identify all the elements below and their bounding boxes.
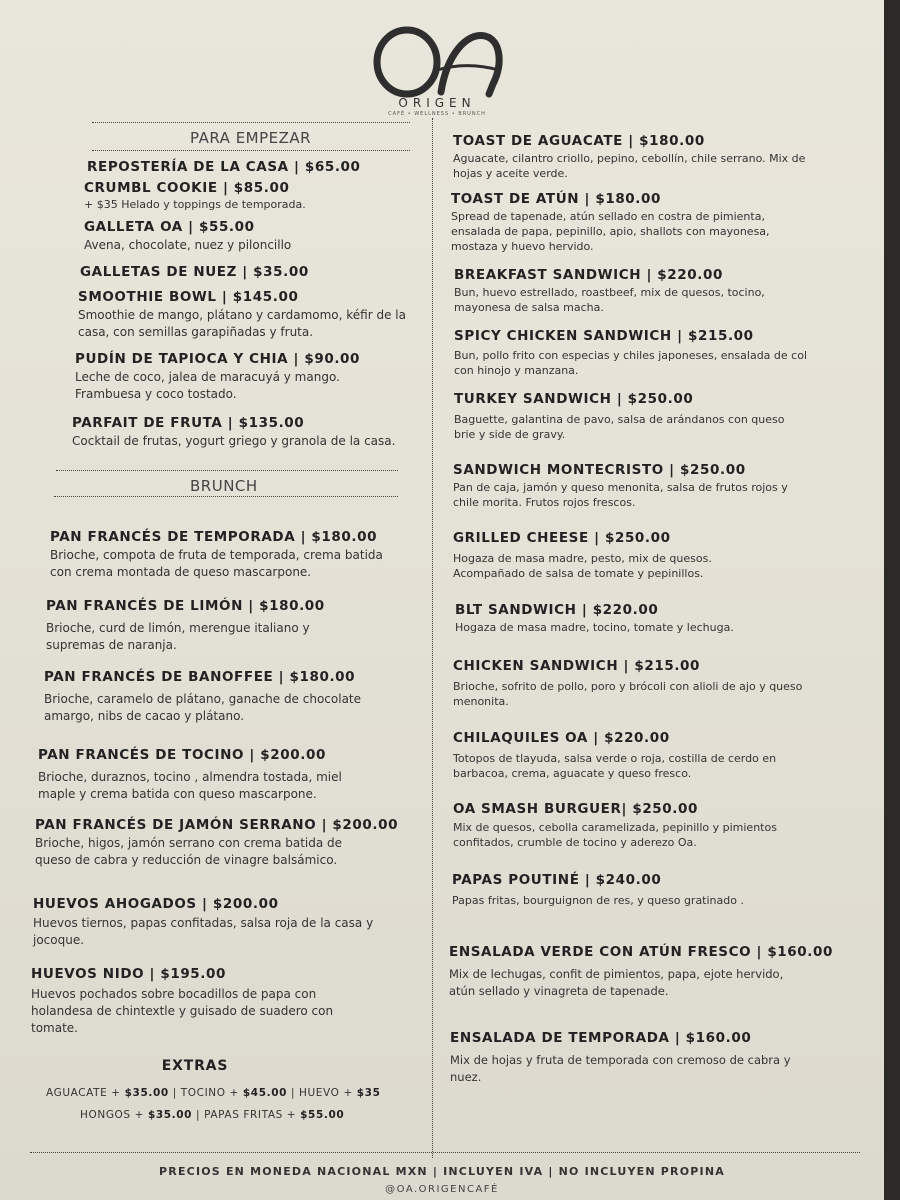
menu-item-description: Baguette, galantina de pavo, salsa de arándanos con queso brie y side de gravy. — [454, 413, 785, 441]
menu-item-description: Huevos pochados sobre bocadillos de papa con holandesa de chintextle y guisado de suadero con tomate. — [31, 987, 334, 1035]
menu-item — [78, 289, 408, 341]
section-heading-extras: EXTRAS — [161, 1058, 229, 1074]
menu-item-description: Smoothie de mango, plátano y cardamomo, kéfir de la casa, con semillas garapiñadas y fruta. — [78, 308, 406, 339]
extras-price: $35 — [356, 1087, 381, 1099]
menu-item-title: HUEVOS AHOGADOS | $200.00 — [33, 896, 279, 912]
menu-item — [84, 180, 464, 213]
divider — [54, 496, 398, 497]
menu-item — [450, 1030, 810, 1086]
menu-item — [453, 801, 818, 850]
menu-item — [46, 598, 356, 654]
footer-note: PRECIOS EN MONEDA NACIONAL MXN | INCLUYEN IVA | NO INCLUYEN PROPINA — [159, 1165, 725, 1178]
menu-item-title: PAN FRANCÉS DE TEMPORADA | $180.00 — [50, 529, 378, 545]
menu-item-description: Mix de lechugas, confit de pimientos, papa, ejote hervido, atún sellado y vinagreta de tapenade. — [449, 967, 784, 998]
menu-item — [453, 658, 818, 709]
menu-item — [453, 462, 798, 510]
extras-label: | HUEVO + — [287, 1087, 357, 1099]
menu-item — [35, 817, 399, 869]
menu-item — [452, 872, 752, 908]
menu-item-description: Bun, huevo estrellado, roastbeef, mix de quesos, tocino, mayonesa de salsa macha. — [454, 286, 765, 314]
menu-item-description: Hogaza de masa madre, pesto, mix de quesos. Acompañado de salsa de tomate y pepinillos. — [453, 552, 712, 580]
menu-item — [87, 159, 467, 175]
social-handle: @OA.ORIGENCAFÉ — [385, 1184, 499, 1195]
brand-logo — [362, 24, 512, 124]
menu-item-title: TOAST DE ATÚN | $180.00 — [451, 191, 662, 207]
menu-item-description: Bun, pollo frito con especias y chiles japoneses, ensalada de col con hinojo y manzana. — [454, 349, 808, 377]
menu-item-description: Brioche, caramelo de plátano, ganache de chocolate amargo, nibs de cacao y plátano. — [44, 692, 362, 723]
menu-item-title: GALLETAS DE NUEZ | $35.00 — [80, 264, 309, 280]
menu-item — [451, 191, 811, 254]
menu-item-description: Totopos de tlayuda, salsa verde o roja, costilla de cerdo en barbacoa, crema, aguacate y queso fresco. — [453, 752, 777, 780]
menu-item-description: Brioche, sofrito de pollo, poro y brócoli con alioli de ajo y queso menonita. — [453, 680, 803, 708]
menu-item-title: REPOSTERÍA DE LA CASA | $65.00 — [87, 159, 361, 175]
menu-item — [455, 602, 815, 635]
menu-item-description: Spread de tapenade, atún sellado en costra de pimienta, ensalada de papa, pepinillo, apio, shallots con mayonesa, mostaza y huevo hervido. — [451, 210, 770, 253]
menu-item-description: Avena, chocolate, nuez y piloncillo — [84, 238, 292, 252]
brand-tagline: CAFÉ • WELLNESS • BRUNCH — [388, 111, 486, 117]
extras-label: HONGOS + — [80, 1109, 148, 1121]
menu-item — [454, 391, 794, 442]
menu-item-title: CHICKEN SANDWICH | $215.00 — [453, 658, 701, 674]
extras-price: $35.00 — [124, 1087, 169, 1099]
menu-item — [38, 747, 378, 803]
menu-item-title: HUEVOS NIDO | $195.00 — [31, 966, 227, 982]
menu-item-title: ENSALADA DE TEMPORADA | $160.00 — [450, 1030, 752, 1046]
extras-line-2 — [80, 1109, 344, 1121]
menu-item-description: Mix de hojas y fruta de temporada con cremoso de cabra y nuez. — [450, 1053, 791, 1084]
menu-item-description: Papas fritas, bourguignon de res, y queso gratinado . — [452, 894, 744, 907]
menu-item-description: Brioche, duraznos, tocino , almendra tostada, miel maple y crema batida con queso mascarpone. — [38, 770, 342, 801]
menu-item-title: ENSALADA VERDE CON ATÚN FRESCO | $160.00 — [449, 944, 834, 960]
divider — [92, 122, 410, 123]
menu-item-description: Mix de quesos, cebolla caramelizada, pepinillo y pimientos confitados, crumble de tocino y aderezo Oa. — [453, 821, 777, 849]
menu-item — [84, 219, 464, 254]
menu-item-title: TOAST DE AGUACATE | $180.00 — [453, 133, 705, 149]
extras-line-1 — [46, 1087, 381, 1099]
extras-label: | PAPAS FRITAS + — [192, 1109, 301, 1121]
menu-item-title: GRILLED CHEESE | $250.00 — [453, 530, 671, 546]
menu-item-title: SMOOTHIE BOWL | $145.00 — [78, 289, 299, 305]
menu-item-description: Brioche, compota de fruta de temporada, crema batida con crema montada de queso mascarpone. — [50, 548, 383, 579]
menu-item — [75, 351, 375, 403]
menu-item — [44, 669, 399, 725]
menu-item — [31, 966, 381, 1037]
menu-item — [80, 264, 460, 280]
menu-item-title: SANDWICH MONTECRISTO | $250.00 — [453, 462, 746, 478]
extras-label: | TOCINO + — [168, 1087, 243, 1099]
brand-name: ORIGEN — [398, 96, 476, 110]
menu-item-description: Huevos tiernos, papas confitadas, salsa roja de la casa y jocoque. — [33, 916, 374, 947]
menu-item-title: OA SMASH BURGUER| $250.00 — [453, 801, 699, 817]
menu-item — [72, 415, 417, 450]
menu-item-description: + $35 Helado y toppings de temporada. — [84, 198, 306, 211]
menu-item-title: PUDÍN DE TAPIOCA Y CHIA | $90.00 — [75, 351, 361, 367]
extras-price: $35.00 — [147, 1109, 193, 1121]
menu-item-title: PAN FRANCÉS DE BANOFFEE | $180.00 — [44, 669, 356, 685]
menu-item — [50, 529, 390, 581]
menu-item-title: PAPAS POUTINÉ | $240.00 — [452, 872, 662, 888]
menu-item-description: Aguacate, cilantro criollo, pepino, cebollín, chile serrano. Mix de hojas y aceite verde. — [453, 152, 806, 180]
menu-item-title: BLT SANDWICH | $220.00 — [455, 602, 659, 618]
menu-item-description: Brioche, higos, jamón serrano con crema batida de queso de cabra y reducción de vinagre balsámico. — [35, 836, 343, 867]
divider — [56, 470, 398, 471]
menu-item-title: PAN FRANCÉS DE TOCINO | $200.00 — [38, 747, 326, 763]
menu-item — [453, 530, 763, 581]
menu-item-title: TURKEY SANDWICH | $250.00 — [454, 391, 694, 407]
divider — [30, 1152, 860, 1153]
extras-price: $45.00 — [242, 1087, 288, 1099]
menu-item — [453, 730, 803, 781]
extras-price: $55.00 — [300, 1109, 345, 1121]
menu-item — [33, 896, 383, 949]
menu-item-description: Hogaza de masa madre, tocino, tomate y lechuga. — [455, 621, 734, 634]
menu-item — [454, 267, 814, 315]
menu-item-description: Leche de coco, jalea de maracuyá y mango. Frambuesa y coco tostado. — [75, 370, 340, 401]
menu-item — [453, 133, 813, 181]
section-heading-brunch: BRUNCH — [190, 477, 258, 495]
menu-item — [449, 944, 859, 1000]
menu-item-title: CRUMBL COOKIE | $85.00 — [84, 180, 290, 196]
menu-item-title: SPICY CHICKEN SANDWICH | $215.00 — [454, 328, 754, 344]
divider — [92, 150, 410, 151]
section-heading-para-empezar: PARA EMPEZAR — [190, 129, 312, 147]
menu-item-title: PARFAIT DE FRUTA | $135.00 — [72, 415, 305, 431]
column-divider — [432, 118, 433, 1158]
menu-item-description: Brioche, curd de limón, merengue italiano y supremas de naranja. — [46, 621, 310, 652]
menu-item-description: Cocktail de frutas, yogurt griego y granola de la casa. — [72, 434, 396, 448]
menu-item-description: Pan de caja, jamón y queso menonita, salsa de frutos rojos y chile morita. Frutos rojos frescos. — [453, 481, 788, 509]
menu-item-title: BREAKFAST SANDWICH | $220.00 — [454, 267, 723, 283]
menu-item-title: PAN FRANCÉS DE JAMÓN SERRANO | $200.00 — [35, 817, 399, 833]
extras-label: AGUACATE + — [46, 1087, 125, 1099]
oa-logo-icon — [367, 24, 507, 100]
menu-item-title: CHILAQUILES OA | $220.00 — [453, 730, 670, 746]
menu-item-title: GALLETA OA | $55.00 — [84, 219, 255, 235]
menu-item-title: PAN FRANCÉS DE LIMÓN | $180.00 — [46, 598, 325, 614]
menu-item — [454, 328, 814, 378]
